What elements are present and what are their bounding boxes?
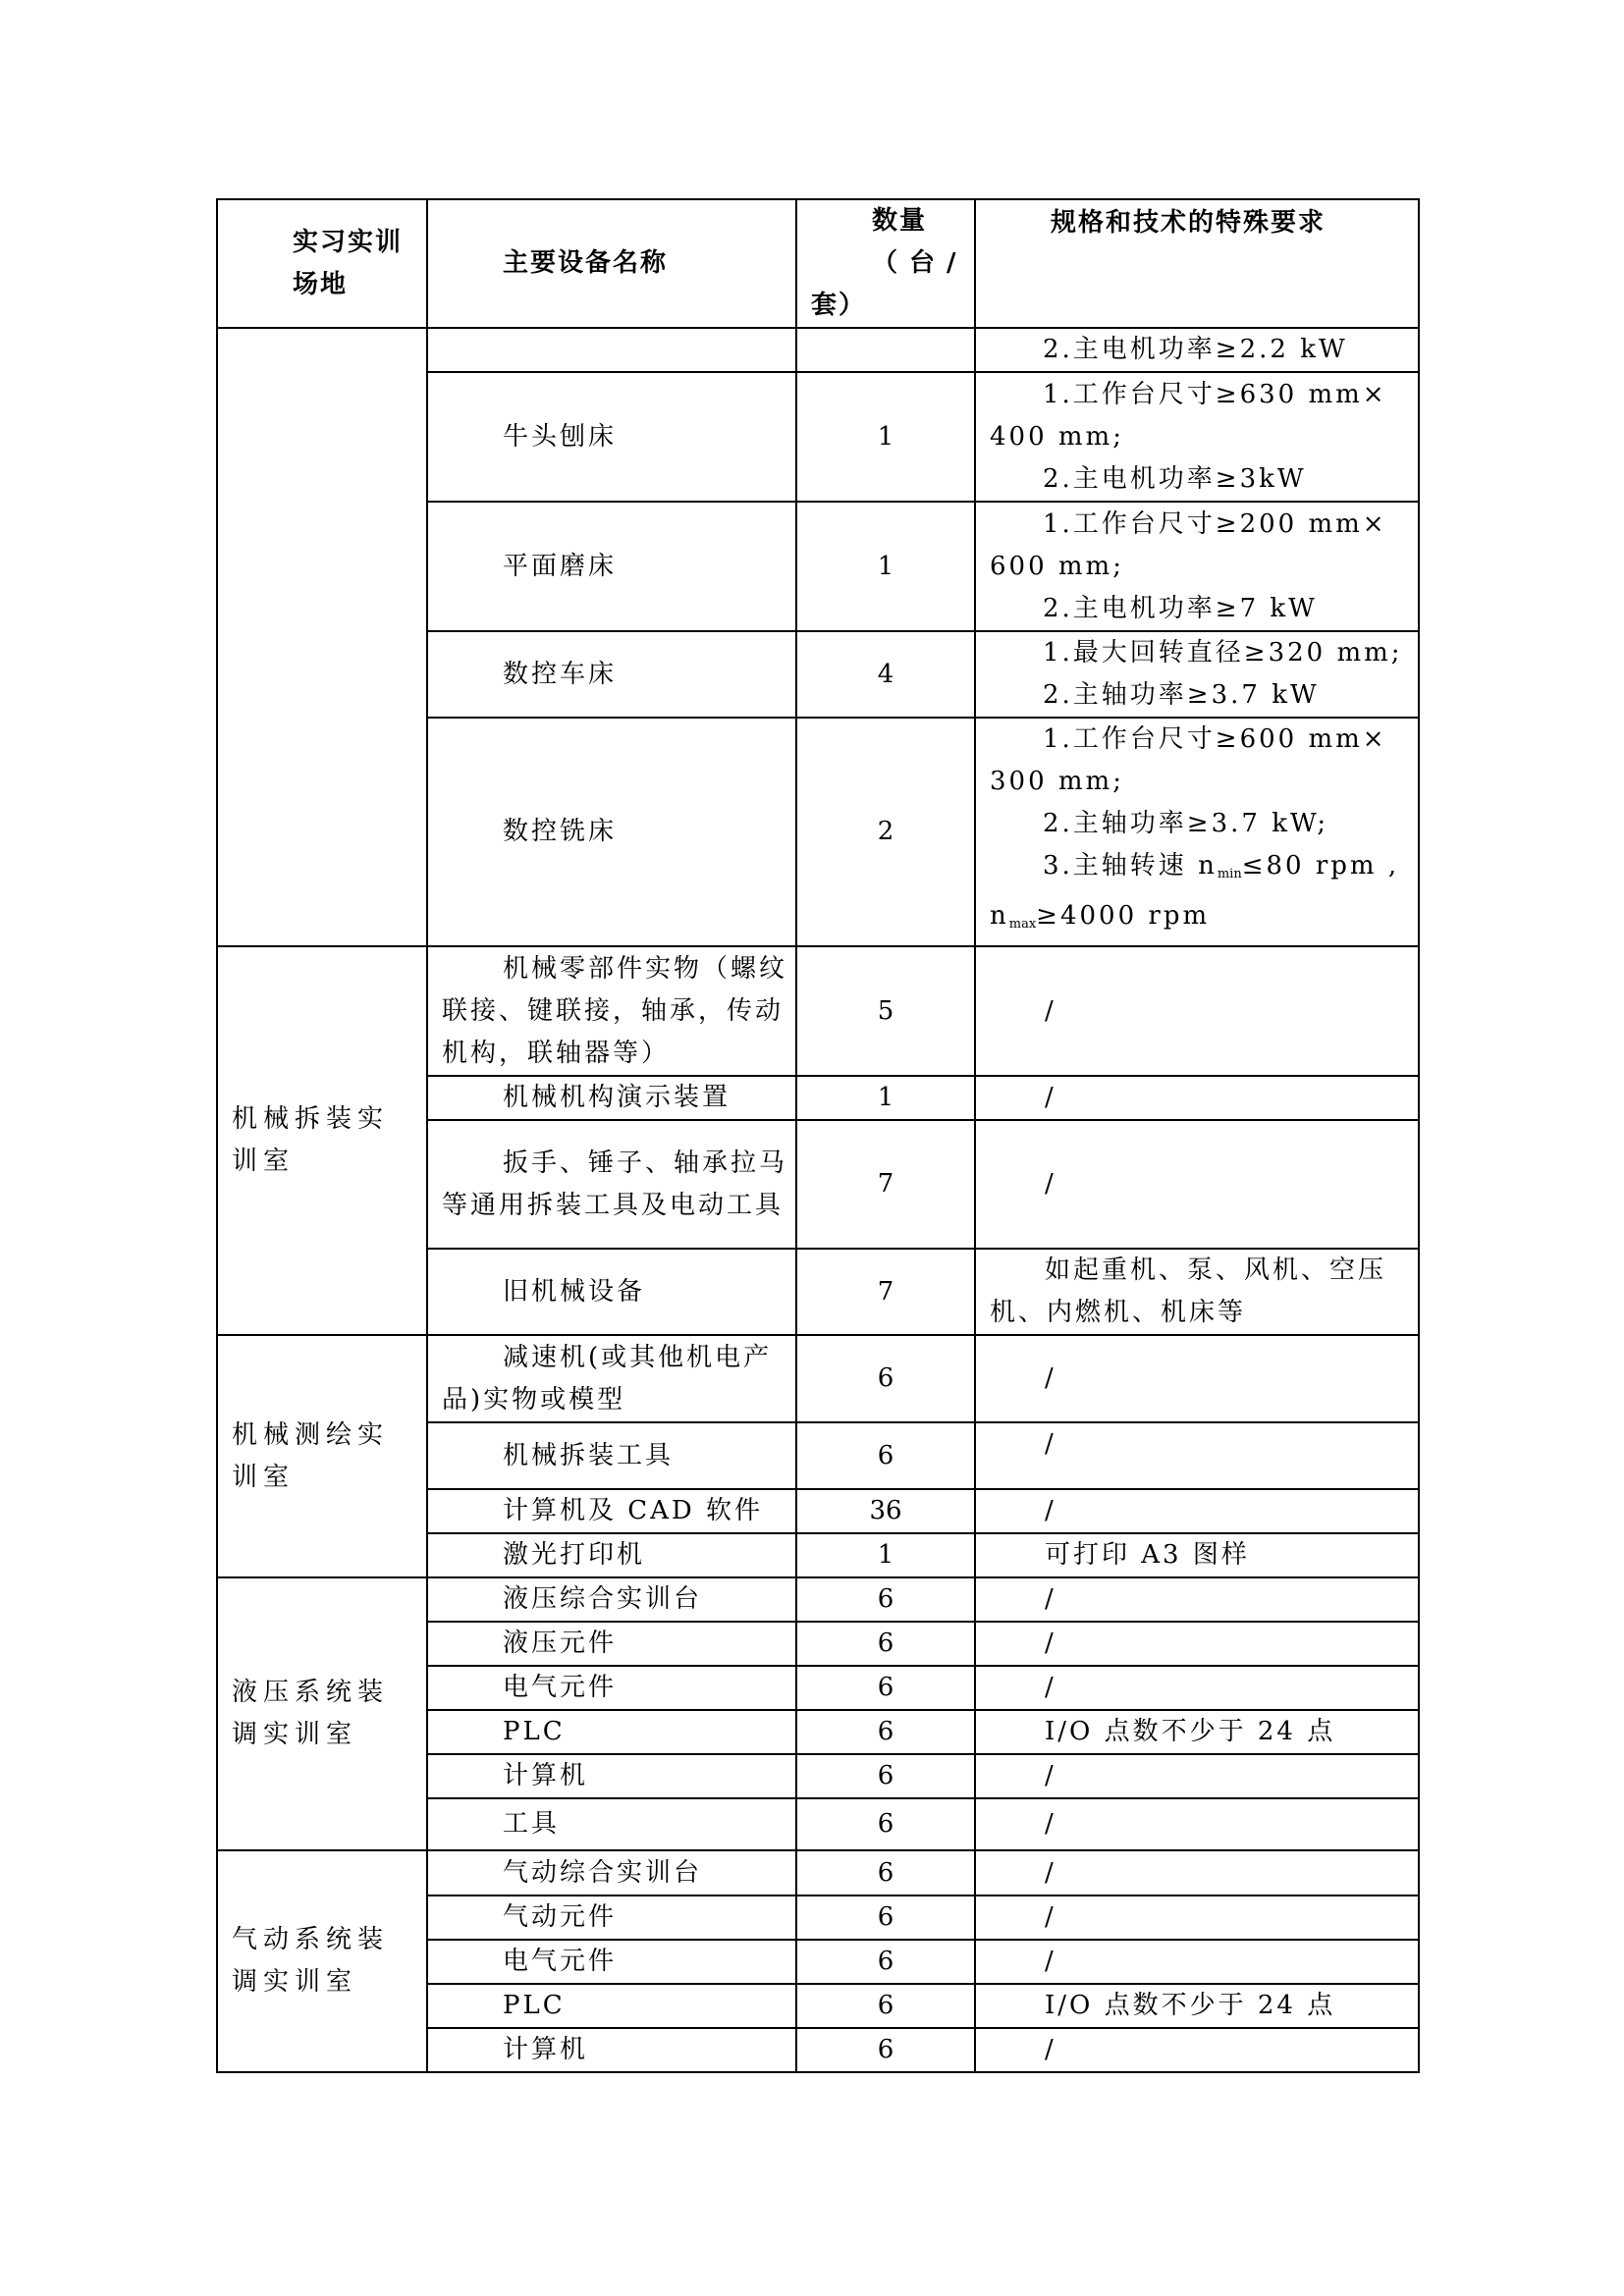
- equipment-qty: 6: [796, 1984, 975, 2028]
- header-site-label: 实习实训场地: [293, 227, 404, 299]
- spec-line: /: [1045, 2035, 1056, 2064]
- equipment-spec: [975, 1666, 1419, 1710]
- spec-line: 3.主轴转速 $n_{min}\le 80$ rpm ,: [1043, 851, 1400, 881]
- spec-line: /: [1045, 1947, 1056, 1976]
- equipment-spec: [975, 1984, 1419, 2028]
- equipment-spec: [975, 1489, 1419, 1533]
- spec-line: /: [1045, 1429, 1056, 1459]
- spec-line: /: [1045, 1584, 1056, 1614]
- spec-line: /: [1045, 1673, 1056, 1702]
- equipment-spec: [975, 502, 1419, 631]
- equipment-spec: [975, 1422, 1419, 1489]
- equipment-name: 电气元件: [427, 1666, 796, 1710]
- spec-line: 2.主电机功率≥3kW: [1043, 463, 1307, 494]
- equipment-spec: [975, 718, 1419, 946]
- equipment-qty: 6: [796, 2028, 975, 2072]
- equipment-qty: 6: [796, 1622, 975, 1666]
- spec-line: 2.主轴功率≥3.7 kW;: [1043, 809, 1329, 838]
- equipment-spec: [975, 946, 1419, 1076]
- equipment-spec: [975, 631, 1419, 718]
- equipment-name: 工具: [427, 1798, 796, 1850]
- spec-line: I/O 点数不少于 24 点: [1045, 1717, 1336, 1746]
- equipment-name: 机械零部件实物（螺纹联接、键联接，轴承，传动机构，联轴器等）: [427, 946, 796, 1076]
- equipment-qty: 5: [796, 946, 975, 1076]
- table-row: [217, 328, 1419, 372]
- equipment-qty: 1: [796, 1533, 975, 1577]
- spec-line: $n_{max}\ge 4000$ rpm: [990, 901, 1211, 932]
- equipment-qty: 1: [796, 372, 975, 502]
- equipment-spec: [975, 1120, 1419, 1249]
- equipment-qty: 6: [796, 1940, 975, 1984]
- spec-line: 1.最大回转直径≥320 mm;: [1043, 638, 1403, 667]
- equipment-qty: 7: [796, 1120, 975, 1249]
- header-row: [217, 199, 1419, 328]
- equipment-name: 机械拆装工具: [427, 1422, 796, 1489]
- spec-line: 2.主电机功率≥2.2 kW: [1043, 335, 1348, 364]
- spec-line: 600 mm;: [990, 551, 1124, 581]
- header-qty-line3: 套）: [811, 291, 867, 320]
- spec-line: /: [1045, 1169, 1056, 1199]
- equipment-qty: 1: [796, 1076, 975, 1120]
- spec-line: 1.工作台尺寸≥600 mm×: [1043, 724, 1387, 754]
- equipment-spec: [975, 1940, 1419, 1984]
- equipment-spec: [975, 372, 1419, 502]
- spec-line: /: [1045, 1809, 1056, 1839]
- equipment-spec: [975, 1798, 1419, 1850]
- equipment-qty: 2: [796, 718, 975, 946]
- spec-line: 2.主电机功率≥7 kW: [1043, 593, 1318, 623]
- equipment-spec: 如起重机、泵、风机、空压机、内燃机、机床等: [975, 1249, 1419, 1335]
- equipment-qty: 6: [796, 1798, 975, 1850]
- spec-line: /: [1045, 1902, 1056, 1932]
- spec-line: 1.工作台尺寸≥630 mm×: [1043, 379, 1387, 409]
- equipment-qty: 6: [796, 1896, 975, 1940]
- spec-line: 可打印 A3 图样: [1045, 1540, 1250, 1570]
- header-qty: [796, 199, 975, 328]
- site-cell-continued: [217, 328, 427, 946]
- equipment-table: [216, 198, 1420, 2073]
- equipment-qty: 1: [796, 502, 975, 631]
- table-row: [217, 946, 1419, 1076]
- spec-line: /: [1045, 1857, 1056, 1888]
- equipment-name: 电气元件: [427, 1940, 796, 1984]
- equipment-spec: [975, 1850, 1419, 1896]
- spec-line: 400 mm;: [990, 421, 1124, 452]
- spec-line: 300 mm;: [990, 767, 1124, 796]
- equipment-name: 计算机: [427, 1754, 796, 1798]
- spec-line: /: [1045, 1629, 1056, 1658]
- equipment-qty: 6: [796, 1422, 975, 1489]
- header-qty-line1: 数量: [872, 206, 928, 236]
- equipment-qty: 6: [796, 1754, 975, 1798]
- equipment-name: 减速机(或其他机电产品)实物或模型: [427, 1335, 796, 1422]
- equipment-qty: 36: [796, 1489, 975, 1533]
- equipment-name: [427, 328, 796, 372]
- equipment-qty: 4: [796, 631, 975, 718]
- equipment-spec: [975, 1076, 1419, 1120]
- equipment-name: PLC: [427, 1984, 796, 2028]
- equipment-spec: [975, 328, 1419, 372]
- equipment-name: 数控铣床: [427, 718, 796, 946]
- equipment-name: 液压元件: [427, 1622, 796, 1666]
- equipment-qty: 6: [796, 1666, 975, 1710]
- site-cell: 气动系统装调实训室: [217, 1850, 427, 2072]
- header-site: [217, 199, 427, 328]
- header-name: [427, 199, 796, 328]
- spec-line: /: [1045, 1083, 1056, 1112]
- equipment-qty: 6: [796, 1850, 975, 1896]
- spec-line: 2.主轴功率≥3.7 kW: [1043, 680, 1320, 710]
- spec-line: /: [1045, 1761, 1056, 1790]
- site-cell: 机械测绘实训室: [217, 1335, 427, 1577]
- equipment-name: 激光打印机: [427, 1533, 796, 1577]
- equipment-qty: 6: [796, 1577, 975, 1622]
- equipment-name: 数控车床: [427, 631, 796, 718]
- spec-line: I/O 点数不少于 24 点: [1045, 1991, 1336, 2020]
- equipment-name: 液压综合实训台: [427, 1577, 796, 1622]
- header-qty-line2: （台/: [872, 248, 968, 278]
- equipment-name: 气动元件: [427, 1896, 796, 1940]
- equipment-name: 旧机械设备: [427, 1249, 796, 1335]
- equipment-name: 计算机: [427, 2028, 796, 2072]
- equipment-spec: [975, 1896, 1419, 1940]
- equipment-name: PLC: [427, 1710, 796, 1754]
- equipment-name: 计算机及 CAD 软件: [427, 1489, 796, 1533]
- site-cell: 液压系统装调实训室: [217, 1577, 427, 1850]
- equipment-name: 气动综合实训台: [427, 1850, 796, 1896]
- equipment-name: 平面磨床: [427, 502, 796, 631]
- equipment-qty: 6: [796, 1335, 975, 1422]
- spec-line: /: [1045, 1363, 1056, 1393]
- equipment-spec: [975, 1710, 1419, 1754]
- spec-line: /: [1045, 1496, 1056, 1525]
- equipment-spec: [975, 2028, 1419, 2072]
- header-name-label: 主要设备名称: [503, 248, 669, 278]
- site-cell: 机械拆装实训室: [217, 946, 427, 1335]
- table-row: [217, 1850, 1419, 1896]
- table-row: [217, 1335, 1419, 1422]
- equipment-spec: [975, 1622, 1419, 1666]
- equipment-spec: [975, 1533, 1419, 1577]
- equipment-qty: [796, 328, 975, 372]
- equipment-qty: 6: [796, 1710, 975, 1754]
- table-row: [217, 1577, 1419, 1622]
- equipment-spec: [975, 1577, 1419, 1622]
- spec-line: /: [1045, 995, 1056, 1026]
- equipment-name: 机械机构演示装置: [427, 1076, 796, 1120]
- equipment-spec: [975, 1754, 1419, 1798]
- header-spec: [975, 199, 1419, 328]
- equipment-name: 牛头刨床: [427, 372, 796, 502]
- equipment-qty: 7: [796, 1249, 975, 1335]
- spec-line: 1.工作台尺寸≥200 mm×: [1043, 508, 1387, 539]
- equipment-spec: [975, 1335, 1419, 1422]
- equipment-name: 扳手、锤子、轴承拉马等通用拆装工具及电动工具: [427, 1120, 796, 1249]
- header-spec-label: 规格和技术的特殊要求: [1051, 208, 1326, 238]
